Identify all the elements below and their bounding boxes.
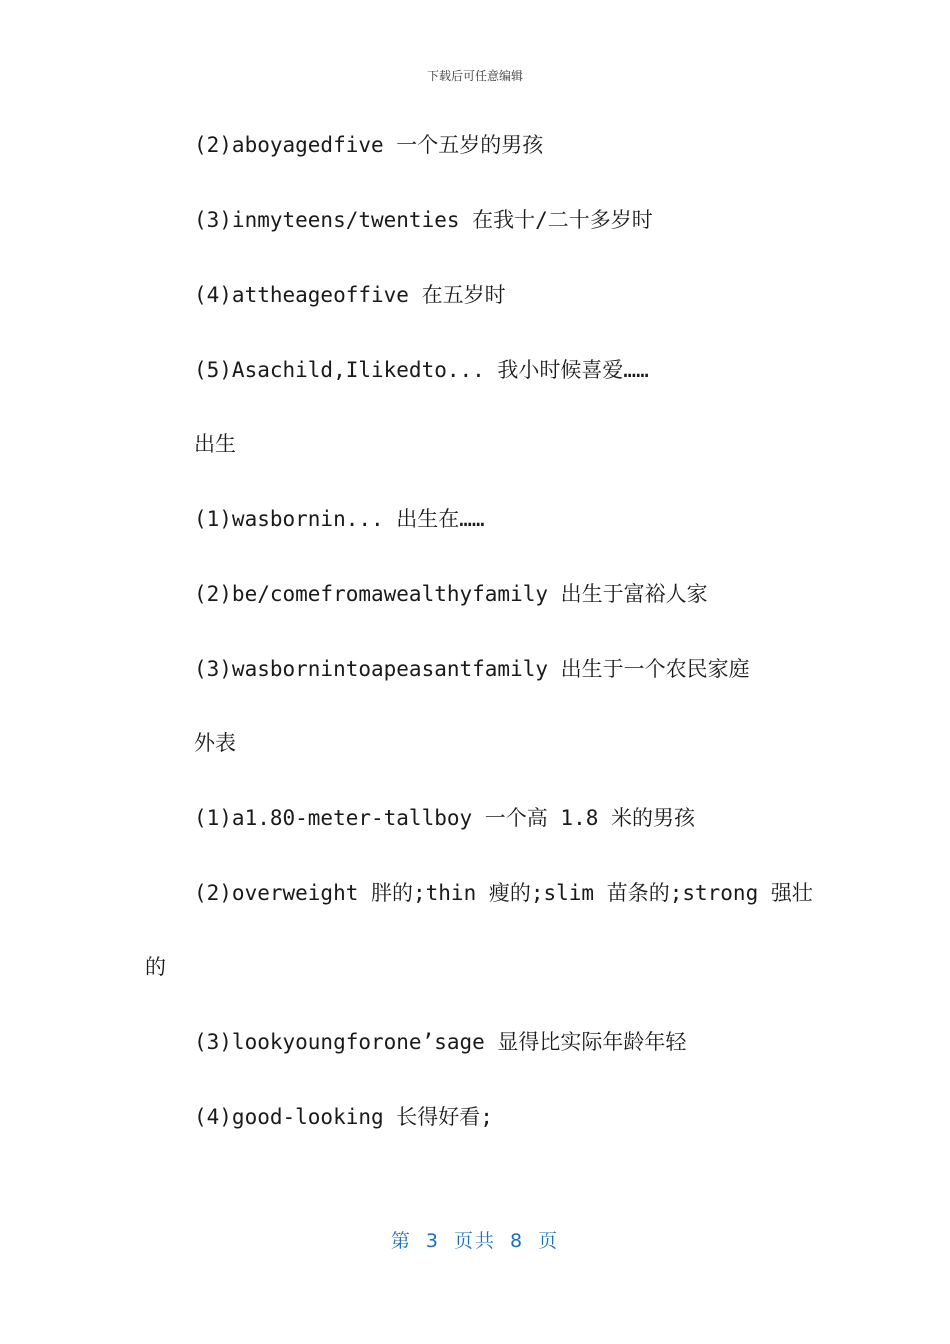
text-line: (3)wasbornintoapeasantfamily 出生于一个农民家庭 — [194, 657, 750, 681]
text-line: (4)good-looking 长得好看; — [194, 1105, 493, 1129]
text-line: (4)attheageoffive 在五岁时 — [194, 283, 506, 307]
text-line: (3)inmyteens/twenties 在我十/二十多岁时 — [194, 208, 653, 232]
text-line: (2)overweight 胖的;thin 瘦的;slim 苗条的;strong 强壮 — [194, 881, 813, 905]
section-heading: 出生 — [194, 432, 236, 456]
text-line-continuation: 的 — [145, 955, 166, 979]
section-heading: 外表 — [194, 731, 236, 755]
text-line: (3)lookyoungforone’sage 显得比实际年龄年轻 — [194, 1030, 687, 1054]
page-footer: 第 3 页共 8 页 — [390, 1230, 560, 1252]
text-line: (5)Asachild,Ilikedto... 我小时候喜爱…… — [194, 358, 649, 382]
page-header: 下载后可任意编辑 — [426, 69, 523, 83]
text-line: (1)a1.80-meter-tallboy 一个高 1.8 米的男孩 — [194, 806, 696, 830]
text-line: (2)be/comefromawealthyfamily 出生于富裕人家 — [194, 582, 708, 606]
text-line: (1)wasbornin... 出生在…… — [194, 507, 485, 531]
text-line: (2)aboyagedfive 一个五岁的男孩 — [194, 133, 544, 157]
